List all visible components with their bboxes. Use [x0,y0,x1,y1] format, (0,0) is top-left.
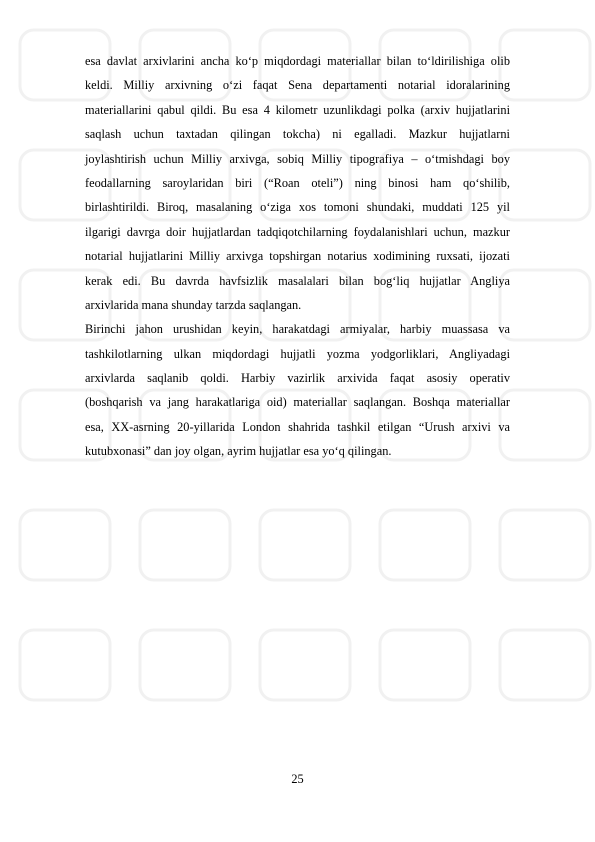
text-line: birlashtirildi. Biroq, masalaning o‘ziga xos tomoni shundaki, muddati 125 yil [85,200,510,215]
text-line: ilgarigi davrga doir hujjatlardan tadqiqotchilarning foydalanishlari uchun, mazkur [85,224,510,239]
page-number: 25 [291,772,304,786]
paragraph-1 [85,49,510,317]
text-line: joylashtirish uchun Milliy arxivga, sobiq Milliy tipografiya – o‘tmishdagi boy [85,151,510,166]
document-body [85,49,510,464]
text-line: materiallarini qabul qildi. Bu esa 4 kilometr uzunlikdagi polka (arxiv hujjatlarini [85,102,510,117]
text-line: keldi. Milliy arxivning o‘zi faqat Sena departamenti notarial idoralarining [85,78,510,93]
text-line: saqlash uchun taxtadan qilingan tokcha) ni egalladi. Mazkur hujjatlarni [85,127,510,142]
text-line: kutubxonasi” dan joy olgan, ayrim hujjatlar esa yo‘q qilingan. [85,444,392,459]
text-line: kerak edi. Bu davrda havfsizlik masalalari bilan bog‘liq hujjatlar Angliya [85,273,510,288]
text-line: notarial hujjatlarini Milliy arxivga topshirgan notarius xodimining ruxsati, ijozati [85,249,510,264]
text-line: esa davlat arxivlarini ancha ko‘p miqdordagi materiallar bilan to‘ldirilishiga olib [85,54,510,68]
paragraph-2 [85,317,510,463]
text-line: (boshqarish va jang harakatlariga oid) materiallar saqlangan. Boshqa materiallar [85,395,510,410]
text-line: Birinchi jahon urushidan keyin, harakatdagi armiyalar, harbiy muassasa va [85,322,510,337]
text-line: tashkilotlarning ulkan miqdordagi hujjatli yozma yodgorliklari, Angliyadagi [85,346,510,361]
text-line: esa, XX-asrning 20-yillarida London shahrida tashkil etilgan “Urush arxivi va [85,419,510,434]
text-line: arxivlarida mana shunday tarzda saqlangan. [85,297,302,312]
text-line: feodallarning saroylaridan biri (“Roan oteli”) ning binosi ham qo‘shilib, [85,175,510,190]
text-line: arxivlarda saqlanib qoldi. Harbiy vazirlik arxivida faqat asosiy operativ [85,371,510,386]
